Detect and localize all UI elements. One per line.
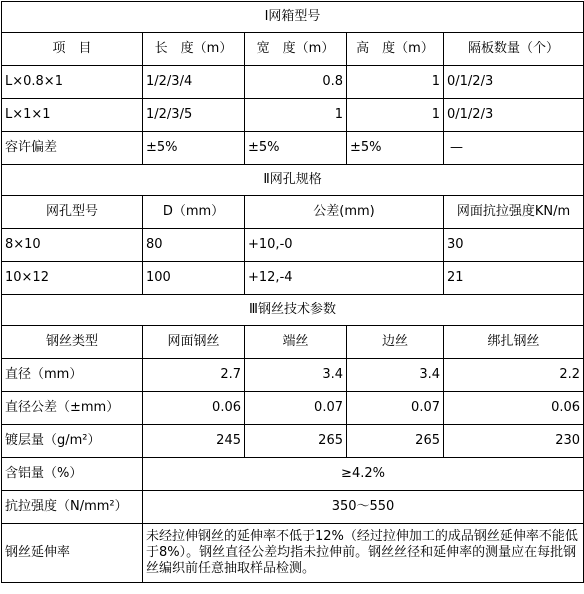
- section2-title: Ⅱ网孔规格: [2, 165, 584, 196]
- section1-title: Ⅰ网箱型号: [2, 2, 584, 33]
- cell-elongation-label: 钢丝延伸率: [2, 524, 143, 583]
- cell-mesh-strength: 30: [444, 229, 584, 262]
- cell-partitions: 0/1/2/3: [444, 66, 584, 99]
- section2-header: 公差(mm): [245, 196, 444, 229]
- table-row: [2, 425, 584, 458]
- section3-header-row: [2, 326, 584, 359]
- section2-header: D（mm）: [143, 196, 245, 229]
- section3-title: Ⅲ钢丝技术参数: [2, 295, 584, 326]
- cell-tolerance: +10,-0: [245, 229, 444, 262]
- cell-mesh-type: 8×10: [2, 229, 143, 262]
- table-row: [2, 359, 584, 392]
- cell-mesh-wire: 2.7: [143, 359, 245, 392]
- section1-header: 项 目: [2, 33, 143, 66]
- cell-model: 容许偏差: [2, 132, 143, 165]
- cell-elongation-value: 未经拉伸钢丝的延伸率不低于12%（经过拉伸加工的成品钢丝延伸率不能低于8%）。钢丝直径公差均指未拉伸前。钢丝丝径和延伸率的测量应在每批钢丝编织前任意抽取样品检测。: [143, 524, 584, 583]
- section1-header: 高 度（m）: [347, 33, 444, 66]
- cell-height: 1: [347, 66, 444, 99]
- cell-length: 1/2/3/5: [143, 99, 245, 132]
- section1-header: 长 度（m）: [143, 33, 245, 66]
- cell-end-wire: 3.4: [245, 359, 347, 392]
- cell-partitions: 0/1/2/3: [444, 99, 584, 132]
- cell-end-wire: 0.07: [245, 392, 347, 425]
- cell-mesh-strength: 21: [444, 262, 584, 295]
- cell-width: ±5%: [245, 132, 347, 165]
- cell-param-label: 直径（mm）: [2, 359, 143, 392]
- table-row: [2, 524, 584, 583]
- section3-title-row: [2, 295, 584, 326]
- cell-d: 100: [143, 262, 245, 295]
- cell-param-label: 镀层量（g/m²）: [2, 425, 143, 458]
- section3-header: 边丝: [347, 326, 444, 359]
- section1-header-row: [2, 33, 584, 66]
- table-row: [2, 99, 584, 132]
- table-row: [2, 132, 584, 165]
- cell-model: L×1×1: [2, 99, 143, 132]
- section1-header: 宽 度（m）: [245, 33, 347, 66]
- section3-header: 网面钢丝: [143, 326, 245, 359]
- cell-binding-wire: 230: [444, 425, 584, 458]
- section3-header: 钢丝类型: [2, 326, 143, 359]
- cell-length: ±5%: [143, 132, 245, 165]
- section3-header: 绑扎钢丝: [444, 326, 584, 359]
- section2-header: 网面抗拉强度KN/m: [444, 196, 584, 229]
- table-row: [2, 66, 584, 99]
- cell-edge-wire: 265: [347, 425, 444, 458]
- cell-model: L×0.8×1: [2, 66, 143, 99]
- cell-tensile-label: 抗拉强度（N/mm²）: [2, 491, 143, 524]
- cell-param-label: 直径公差（±mm）: [2, 392, 143, 425]
- cell-mesh-wire: 245: [143, 425, 245, 458]
- cell-tensile-value: 350～550: [143, 491, 584, 524]
- cell-end-wire: 265: [245, 425, 347, 458]
- cell-edge-wire: 3.4: [347, 359, 444, 392]
- cell-mesh-type: 10×12: [2, 262, 143, 295]
- section2-title-row: [2, 165, 584, 196]
- section2-header-row: [2, 196, 584, 229]
- table-row: [2, 458, 584, 491]
- spec-table: [1, 1, 584, 583]
- cell-height: 1: [347, 99, 444, 132]
- cell-aluminum-label: 含铝量（%）: [2, 458, 143, 491]
- table-row: [2, 392, 584, 425]
- cell-height: ±5%: [347, 132, 444, 165]
- cell-length: 1/2/3/4: [143, 66, 245, 99]
- section1-title-row: [2, 2, 584, 33]
- cell-width: 1: [245, 99, 347, 132]
- table-row: [2, 262, 584, 295]
- cell-partitions: —: [444, 132, 584, 165]
- cell-mesh-wire: 0.06: [143, 392, 245, 425]
- table-row: [2, 491, 584, 524]
- section3-header: 端丝: [245, 326, 347, 359]
- cell-width: 0.8: [245, 66, 347, 99]
- table-row: [2, 229, 584, 262]
- cell-tolerance: +12,-4: [245, 262, 444, 295]
- cell-edge-wire: 0.07: [347, 392, 444, 425]
- cell-aluminum-value: ≥4.2%: [143, 458, 584, 491]
- cell-d: 80: [143, 229, 245, 262]
- cell-binding-wire: 0.06: [444, 392, 584, 425]
- section1-header: 隔板数量（个）: [444, 33, 584, 66]
- section2-header: 网孔型号: [2, 196, 143, 229]
- cell-binding-wire: 2.2: [444, 359, 584, 392]
